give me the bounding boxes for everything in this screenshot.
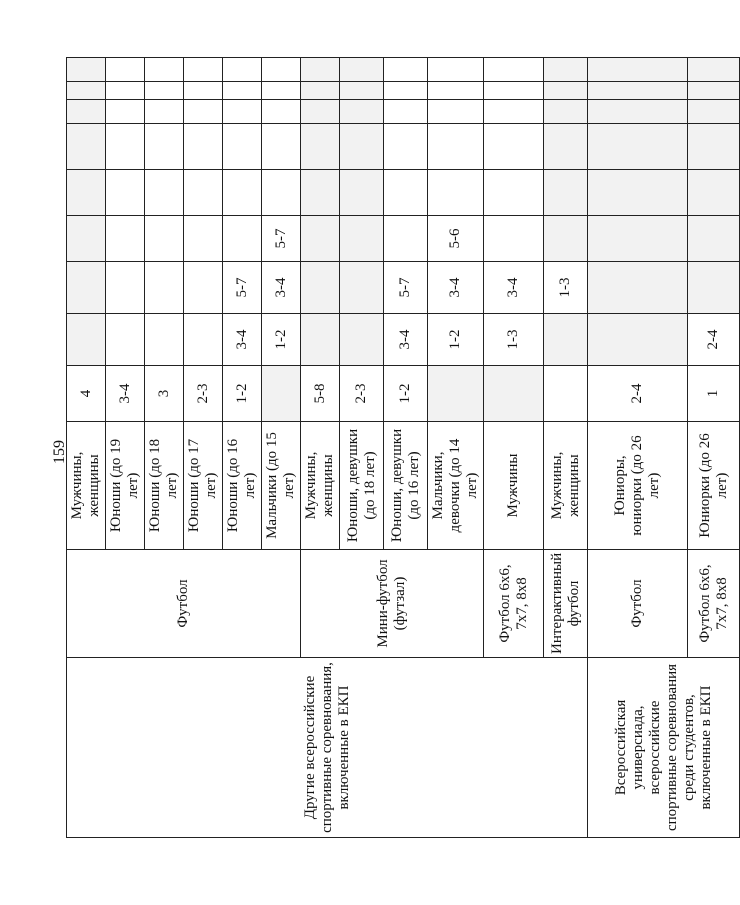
table-row bbox=[588, 58, 688, 838]
rank-cell bbox=[688, 124, 740, 170]
rank-cell bbox=[67, 314, 106, 366]
rank-cell: 1-2 bbox=[384, 366, 428, 422]
rank-cell bbox=[484, 124, 544, 170]
rank-cell: 3-4 bbox=[428, 262, 484, 314]
rank-cell: 5-7 bbox=[262, 216, 301, 262]
rank-cell bbox=[340, 100, 384, 124]
rank-cell bbox=[588, 124, 688, 170]
rank-cell bbox=[184, 58, 223, 82]
rank-cell bbox=[484, 170, 544, 216]
rank-cell bbox=[588, 216, 688, 262]
rank-cell bbox=[67, 216, 106, 262]
rank-cell: 1-2 bbox=[223, 366, 262, 422]
rank-cell bbox=[262, 170, 301, 216]
rank-cell bbox=[262, 82, 301, 100]
rank-cell bbox=[484, 82, 544, 100]
rank-cell bbox=[588, 170, 688, 216]
rank-cell bbox=[544, 100, 588, 124]
rank-cell bbox=[67, 124, 106, 170]
rank-cell: 3-4 bbox=[262, 262, 301, 314]
rank-cell bbox=[544, 314, 588, 366]
rank-cell bbox=[588, 100, 688, 124]
rank-cell: 5-7 bbox=[384, 262, 428, 314]
age-group-cell: Юниоры, юниорки (до 26 лет) bbox=[588, 422, 688, 550]
age-group-cell: Юноши (до 19 лет) bbox=[106, 422, 145, 550]
rank-cell bbox=[428, 124, 484, 170]
rank-cell bbox=[145, 58, 184, 82]
rank-cell: 3-4 bbox=[223, 314, 262, 366]
rank-cell bbox=[145, 314, 184, 366]
rank-cell bbox=[544, 216, 588, 262]
rank-cell bbox=[340, 82, 384, 100]
rank-cell: 5-7 bbox=[223, 262, 262, 314]
age-group-cell: Юноши (до 16 лет) bbox=[223, 422, 262, 550]
age-group-cell: Юноши (до 18 лет) bbox=[145, 422, 184, 550]
rank-cell bbox=[145, 170, 184, 216]
rotated-table-frame bbox=[66, 58, 730, 838]
ranking-table bbox=[66, 57, 740, 838]
rank-cell bbox=[184, 124, 223, 170]
rank-cell bbox=[484, 366, 544, 422]
competition-cell: Всероссийская универсиада, всероссийские спортивные соревнования среди студентов, включенные в ЕКП bbox=[588, 658, 740, 838]
rank-cell bbox=[184, 262, 223, 314]
rank-cell bbox=[145, 216, 184, 262]
sport-discipline-cell: Футбол 6х6, 7х7, 8х8 bbox=[688, 550, 740, 658]
rank-cell bbox=[384, 170, 428, 216]
rank-cell bbox=[106, 262, 145, 314]
rotated-table-container bbox=[66, 58, 730, 838]
rank-cell: 2-3 bbox=[340, 366, 384, 422]
rank-cell bbox=[340, 124, 384, 170]
rank-cell bbox=[340, 170, 384, 216]
rank-cell bbox=[301, 100, 340, 124]
rank-cell bbox=[301, 82, 340, 100]
rank-cell: 4 bbox=[67, 366, 106, 422]
rank-cell bbox=[588, 262, 688, 314]
rank-cell bbox=[484, 216, 544, 262]
rank-cell bbox=[384, 82, 428, 100]
rank-cell bbox=[262, 100, 301, 124]
sport-discipline-cell: Мини-футбол (футзал) bbox=[301, 550, 484, 658]
page-number: 159 bbox=[51, 440, 68, 464]
rank-cell bbox=[588, 82, 688, 100]
rank-cell bbox=[223, 58, 262, 82]
rank-cell bbox=[223, 124, 262, 170]
rank-cell bbox=[340, 58, 384, 82]
age-group-cell: Мужчины, женщины bbox=[67, 422, 106, 550]
rank-cell: 5-6 bbox=[428, 216, 484, 262]
rank-cell bbox=[301, 216, 340, 262]
rank-cell bbox=[484, 100, 544, 124]
rank-cell bbox=[428, 82, 484, 100]
rank-cell bbox=[262, 58, 301, 82]
sport-discipline-cell: Футбол 6х6, 7х7, 8х8 bbox=[484, 550, 544, 658]
rank-cell bbox=[184, 170, 223, 216]
rank-cell bbox=[544, 82, 588, 100]
rank-cell bbox=[588, 58, 688, 82]
rank-cell bbox=[106, 82, 145, 100]
rank-cell bbox=[301, 314, 340, 366]
age-group-cell: Мужчины, женщины bbox=[544, 422, 588, 550]
rank-cell: 3 bbox=[145, 366, 184, 422]
rank-cell bbox=[428, 170, 484, 216]
rank-cell bbox=[688, 216, 740, 262]
sport-discipline-cell: Футбол bbox=[588, 550, 688, 658]
rank-cell: 3-4 bbox=[106, 366, 145, 422]
rank-cell bbox=[223, 216, 262, 262]
rank-cell bbox=[428, 366, 484, 422]
rank-cell bbox=[262, 124, 301, 170]
rank-cell bbox=[67, 170, 106, 216]
rank-cell bbox=[106, 100, 145, 124]
rank-cell bbox=[223, 100, 262, 124]
competition-cell: Другие всероссийские спортивные соревнования, включенные в ЕКП bbox=[67, 658, 588, 838]
rank-cell bbox=[106, 314, 145, 366]
rank-cell bbox=[428, 58, 484, 82]
rank-cell: 2-4 bbox=[688, 314, 740, 366]
rank-cell bbox=[106, 58, 145, 82]
rank-cell bbox=[106, 124, 145, 170]
rank-cell bbox=[106, 170, 145, 216]
rank-cell bbox=[223, 170, 262, 216]
rank-cell bbox=[145, 82, 184, 100]
rank-cell: 5-8 bbox=[301, 366, 340, 422]
rank-cell bbox=[688, 262, 740, 314]
age-group-cell: Мальчики, девочки (до 14 лет) bbox=[428, 422, 484, 550]
sport-discipline-cell: Футбол bbox=[67, 550, 301, 658]
rank-cell bbox=[428, 100, 484, 124]
rank-cell bbox=[301, 170, 340, 216]
age-group-cell: Мужчины bbox=[484, 422, 544, 550]
rank-cell bbox=[484, 58, 544, 82]
rank-cell bbox=[588, 314, 688, 366]
rank-cell bbox=[67, 58, 106, 82]
age-group-cell: Юноши, девушки (до 18 лет) bbox=[340, 422, 384, 550]
rank-cell: 1-3 bbox=[484, 314, 544, 366]
rank-cell: 2-3 bbox=[184, 366, 223, 422]
rank-cell: 3-4 bbox=[484, 262, 544, 314]
rank-cell bbox=[384, 124, 428, 170]
rank-cell bbox=[223, 82, 262, 100]
rank-cell bbox=[184, 314, 223, 366]
rank-cell bbox=[688, 170, 740, 216]
rank-cell: 1-2 bbox=[262, 314, 301, 366]
rank-cell: 3-4 bbox=[384, 314, 428, 366]
rank-cell bbox=[384, 216, 428, 262]
rank-cell: 1 bbox=[688, 366, 740, 422]
age-group-cell: Юноши (до 17 лет) bbox=[184, 422, 223, 550]
rank-cell: 1-2 bbox=[428, 314, 484, 366]
rank-cell bbox=[145, 100, 184, 124]
rank-cell bbox=[340, 262, 384, 314]
rank-cell bbox=[340, 216, 384, 262]
rank-cell bbox=[688, 58, 740, 82]
rank-cell bbox=[301, 262, 340, 314]
rank-cell bbox=[688, 82, 740, 100]
age-group-cell: Мужчины, женщины bbox=[301, 422, 340, 550]
rank-cell bbox=[106, 216, 145, 262]
rank-cell bbox=[184, 216, 223, 262]
rank-cell bbox=[145, 124, 184, 170]
rank-cell bbox=[145, 262, 184, 314]
rank-cell bbox=[544, 124, 588, 170]
age-group-cell: Юноши, девушки (до 16 лет) bbox=[384, 422, 428, 550]
table-row bbox=[67, 58, 106, 838]
rank-cell bbox=[301, 58, 340, 82]
rank-cell bbox=[67, 100, 106, 124]
rank-cell bbox=[301, 124, 340, 170]
rank-cell bbox=[67, 82, 106, 100]
rank-cell bbox=[340, 314, 384, 366]
rank-cell bbox=[544, 366, 588, 422]
rank-cell bbox=[67, 262, 106, 314]
rank-cell bbox=[384, 100, 428, 124]
rank-cell: 2-4 bbox=[588, 366, 688, 422]
rank-cell bbox=[544, 170, 588, 216]
age-group-cell: Мальчики (до 15 лет) bbox=[262, 422, 301, 550]
sport-discipline-cell: Интерактивный футбол bbox=[544, 550, 588, 658]
rank-cell bbox=[262, 366, 301, 422]
rank-cell bbox=[688, 100, 740, 124]
rank-cell bbox=[384, 58, 428, 82]
rank-cell bbox=[184, 82, 223, 100]
rank-cell: 1-3 bbox=[544, 262, 588, 314]
rank-cell bbox=[184, 100, 223, 124]
age-group-cell: Юниорки (до 26 лет) bbox=[688, 422, 740, 550]
rank-cell bbox=[544, 58, 588, 82]
